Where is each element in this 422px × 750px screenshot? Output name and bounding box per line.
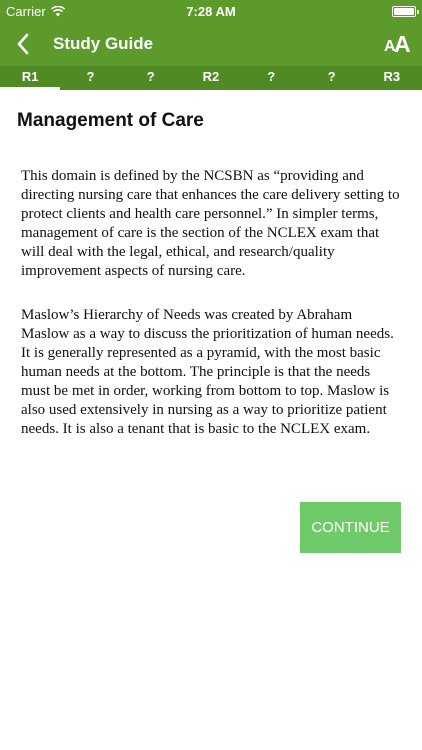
tab-locked-3[interactable]: ? [267,69,276,84]
chevron-left-icon [16,33,30,55]
continue-button[interactable]: CONTINUE [300,502,401,553]
tab-r1[interactable]: R1 [0,66,60,90]
tab-r3[interactable]: R3 [383,69,401,84]
page-title: Study Guide [53,34,154,53]
font-size-icon-small: A [384,38,396,55]
font-size-icon-big: A [394,31,411,57]
tab-locked-2[interactable]: ? [146,69,155,84]
status-time: 7:28 AM [186,4,236,19]
status-bar [0,0,422,22]
tab-locked-1[interactable]: ? [86,69,95,84]
carrier-label: Carrier [6,4,46,19]
article-paragraph: This domain is defined by the NCSBN as “providing and directing nursing care that enhances the care delivery setting to protect clients and health care personnel.” In simpler terms, management of care is the section of the NCLEX exam that will deal with the legal, ethical, and research/quality improvement aspects of nursing care. [21,168,400,279]
tab-locked-4[interactable]: ? [327,69,336,84]
font-size-button[interactable] [382,28,414,60]
nav-bar [0,22,422,66]
back-button[interactable] [8,28,38,60]
section-tabs [0,66,422,90]
article-heading: Management of Care [17,110,204,131]
tab-r2[interactable]: R2 [202,69,220,84]
battery-icon [392,6,416,17]
article-paragraph: Maslow’s Hierarchy of Needs was created by Abraham Maslow as a way to discuss the prioritization of human needs. It is generally represented as a pyramid, with the most basic human needs at the bottom. The principle is that the needs must be met in order, working from bottom to top. Maslow is also used extensively in nursing as a way to prioritize patient needs. It is also a tenant that is basic to the NCLEX exam. [21,307,394,437]
